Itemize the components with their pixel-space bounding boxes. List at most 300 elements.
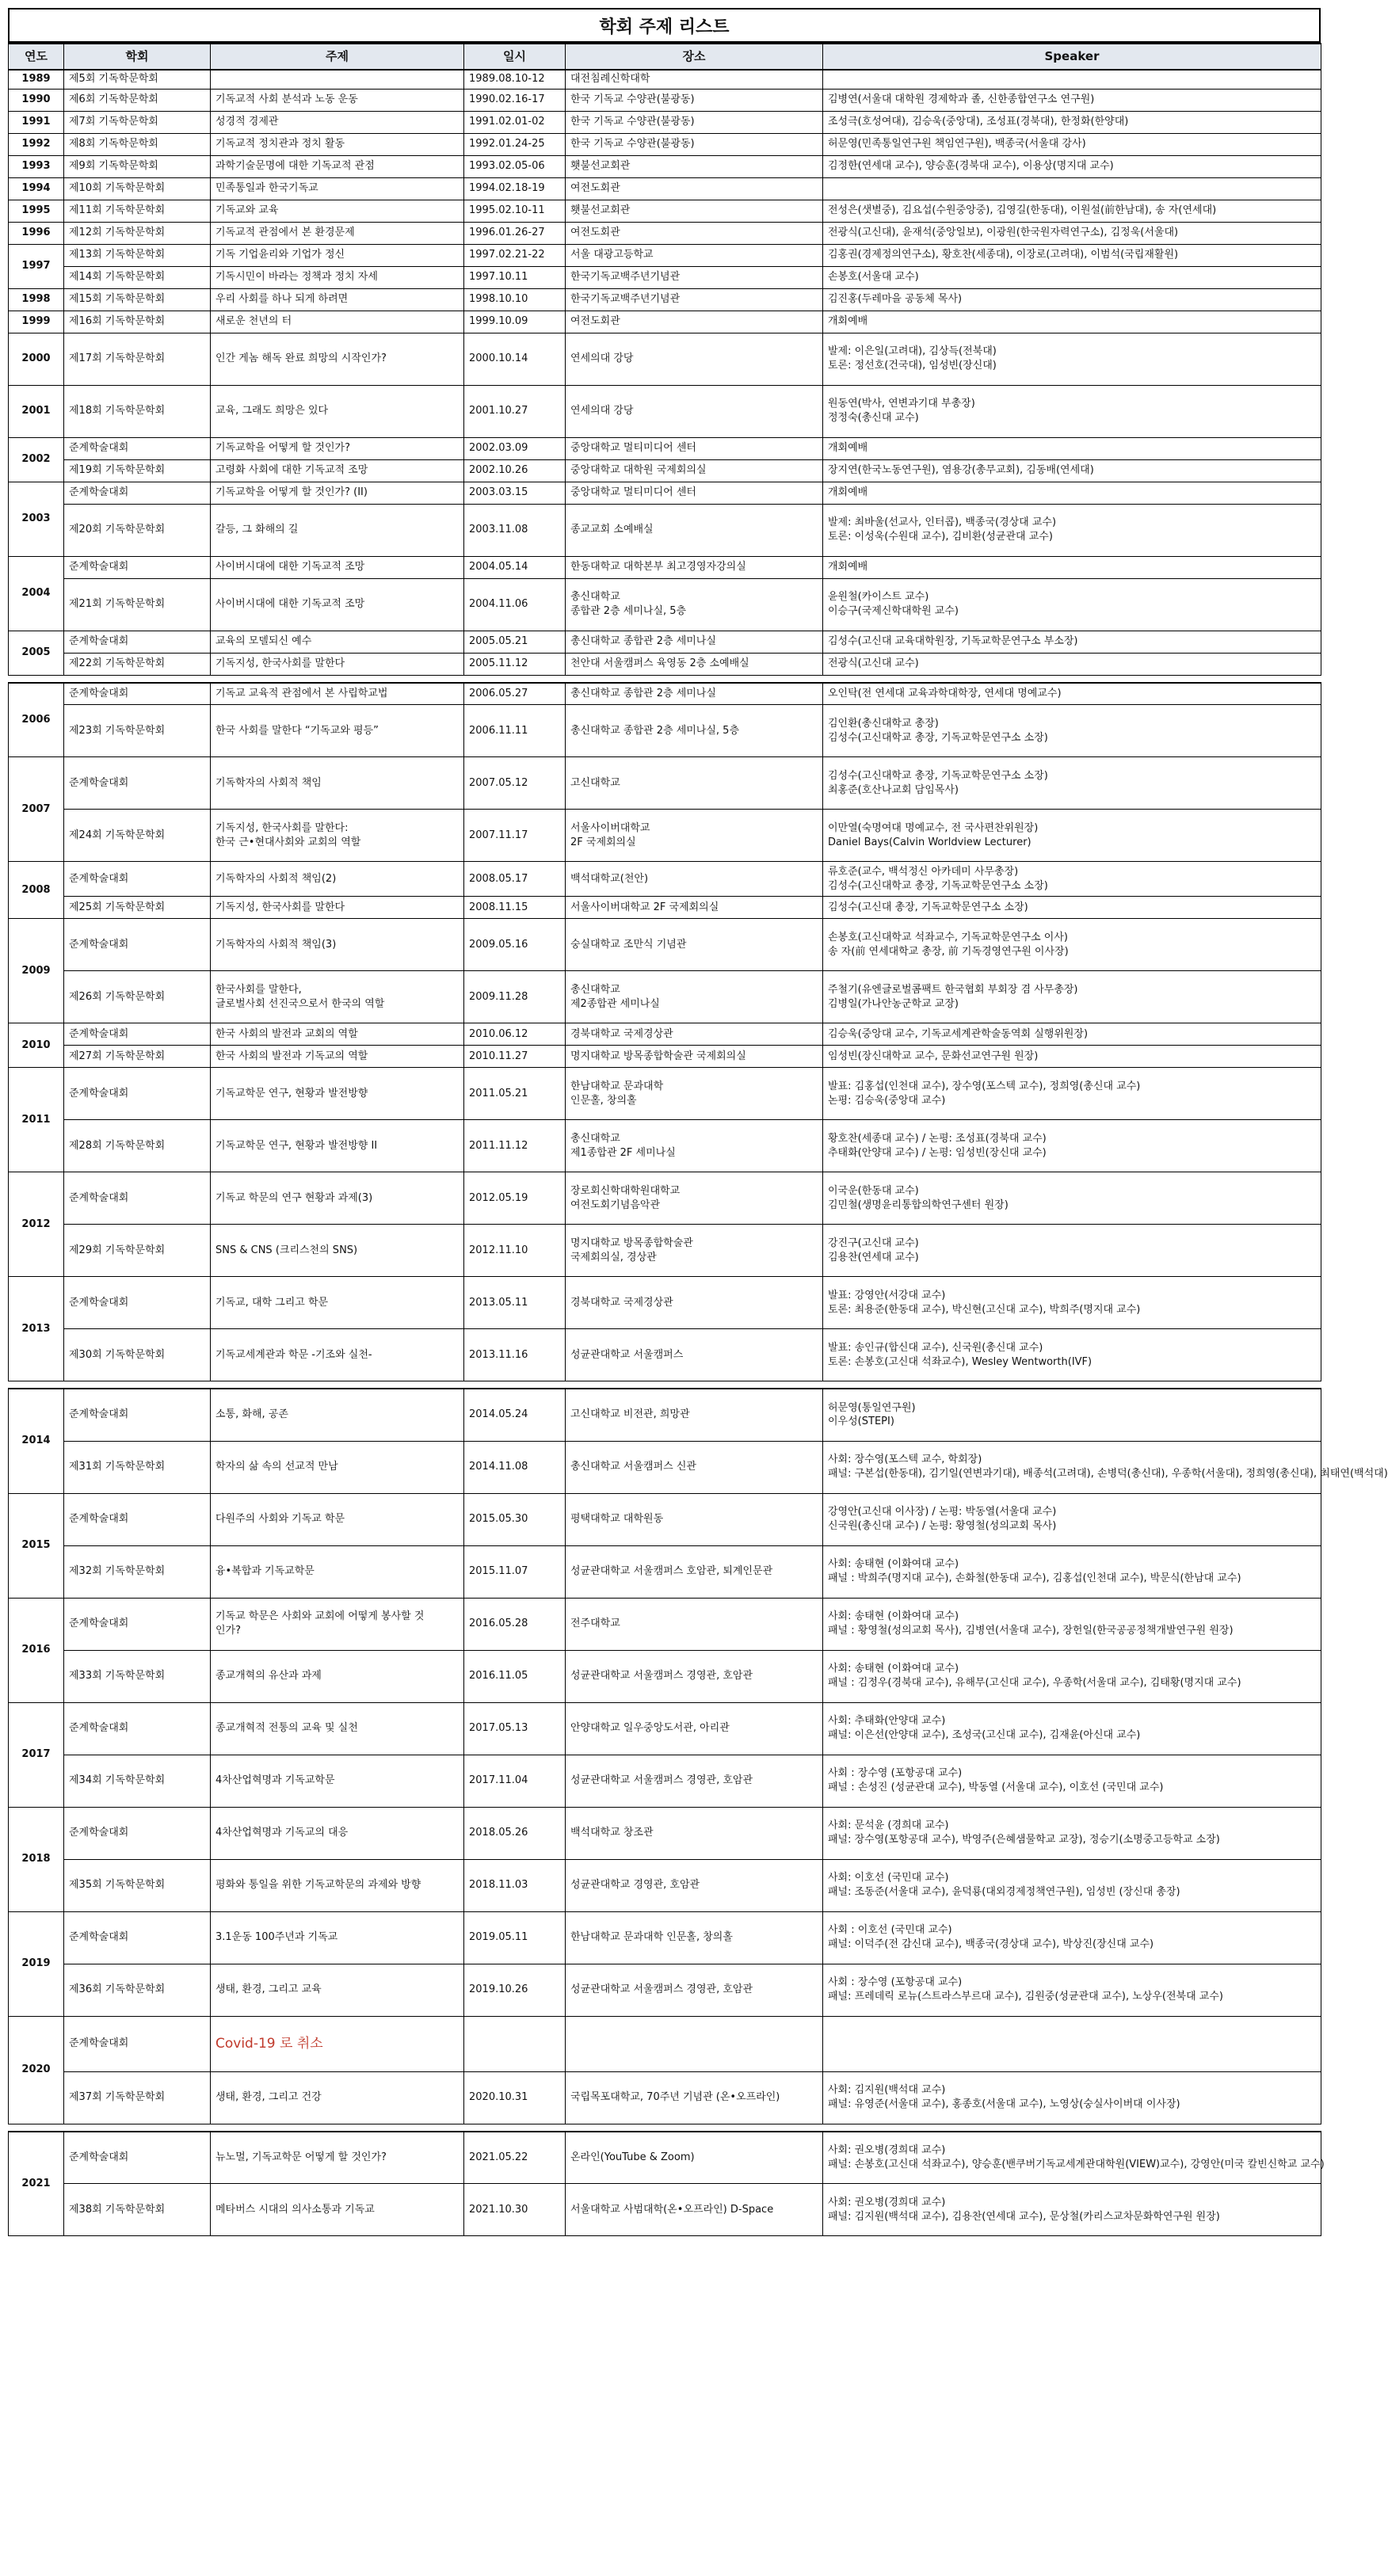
date-cell	[464, 2016, 566, 2071]
topic-cell	[211, 1493, 464, 1545]
topic-cell	[211, 311, 464, 333]
speaker-cell	[823, 1598, 1321, 1650]
year-cell: 2018	[9, 1807, 64, 1911]
conference-cell: 제12회 기독학문학회	[64, 222, 211, 244]
section-gap	[9, 1381, 1321, 1389]
place-cell	[566, 155, 823, 177]
place-cell-line: 중앙대학교 멀티미디어 센터	[570, 442, 696, 455]
topic-cell	[211, 1277, 464, 1329]
conference-cell: 준계학술대회	[64, 2132, 211, 2184]
date-cell: 1990.02.16-17	[464, 89, 566, 111]
speaker-cell-line: 사회 : 장수영 (포항공대 교수)	[828, 1767, 963, 1780]
topic-cell	[211, 2016, 464, 2071]
date-cell: 1997.02.21-22	[464, 244, 566, 266]
speaker-cell-line: 패널: 김지원(백석대 교수), 김용찬(연세대 교수), 문상철(카리스교차문화학연구원 원장)	[828, 2210, 1220, 2223]
speaker-cell-line: 황호찬(세종대 교수) / 논평: 조성표(경북대 교수)	[828, 1132, 1047, 1145]
speaker-cell	[823, 1493, 1321, 1545]
header-row	[9, 44, 1321, 70]
place-cell	[566, 757, 823, 810]
date-cell: 2004.11.06	[464, 578, 566, 631]
speaker-cell-line: 최홍준(호산나교회 담임목사)	[828, 783, 959, 796]
speaker-cell-line: 허문영(민족통일연구원 책임연구원), 백종국(서울대 강사)	[828, 138, 1086, 151]
speaker-cell-line: 이우성(STEPI)	[828, 1416, 894, 1428]
speaker-cell-line: 김민철(생명윤리통합의학연구센터 원장)	[828, 1198, 1009, 1211]
date-cell: 2002.10.26	[464, 459, 566, 482]
speaker-cell-line: 김성수(고신대 교육대학원장, 기독교학문연구소 부소장)	[828, 635, 1078, 648]
topic-cell-line: 한국 사회를 말한다 “기독교와 평등”	[215, 724, 379, 737]
date-cell: 2008.05.17	[464, 862, 566, 897]
speaker-cell	[823, 244, 1321, 266]
topic-cell-line: 과학기술문명에 대한 기독교적 관점	[215, 160, 375, 173]
place-cell	[566, 1329, 823, 1381]
conference-cell: 제14회 기독학문학회	[64, 266, 211, 288]
speaker-cell	[823, 1023, 1321, 1046]
place-cell-line: 서울사이버대학교 2F 국제회의실	[570, 901, 719, 913]
speaker-cell	[823, 1911, 1321, 1964]
table-row	[9, 1441, 1321, 1493]
place-cell-line: 천안대 서울캠퍼스 육영동 2층 소예배실	[570, 657, 749, 670]
table-row	[9, 504, 1321, 556]
year-cell: 2014	[9, 1389, 64, 1493]
conference-cell: 준계학술대회	[64, 1702, 211, 1755]
date-cell: 2018.11.03	[464, 1859, 566, 1911]
place-cell-line: 성균관대학교 서울캠퍼스 경영관, 호암관	[570, 1670, 753, 1682]
topic-cell-line: 메타버스 시대의 의사소통과 기독교	[215, 2203, 375, 2216]
table-row	[9, 200, 1321, 222]
topic-cell	[211, 1964, 464, 2016]
topic-cell	[211, 705, 464, 757]
conference-cell: 제11회 기독학문학회	[64, 200, 211, 222]
place-cell	[566, 459, 823, 482]
year-cell: 1996	[9, 222, 64, 244]
conference-cell: 준계학술대회	[64, 1493, 211, 1545]
year-cell: 1991	[9, 111, 64, 133]
header-year: 연도	[9, 44, 64, 70]
section-gap-cell	[9, 1381, 1321, 1389]
topic-cell-line: 학자의 삶 속의 선교적 만남	[215, 1461, 338, 1473]
topic-cell-line: 우리 사회를 하나 되게 하려면	[215, 293, 349, 306]
place-cell-line: 서울대학교 사범대학(온•오프라인) D-Space	[570, 2203, 774, 2216]
speaker-cell	[823, 705, 1321, 757]
table-row	[9, 1859, 1321, 1911]
place-cell	[566, 1702, 823, 1755]
speaker-cell-line: 사회: 문석윤 (경희대 교수)	[828, 1820, 949, 1832]
topic-cell-line: 기독교세계관과 학문 -기조와 실천-	[215, 1348, 372, 1361]
speaker-cell	[823, 653, 1321, 675]
place-cell-line: 장로회신학대학원대학교	[570, 1184, 681, 1197]
topic-cell-line: 교육, 그래도 희망은 있다	[215, 405, 329, 417]
year-cell: 2009	[9, 919, 64, 1023]
conference-cell: 제19회 기독학문학회	[64, 459, 211, 482]
table-row	[9, 862, 1321, 897]
topic-cell-line: 한국 근•현대사회와 교회의 역할	[215, 836, 361, 848]
place-cell-line: 온라인(YouTube & Zoom)	[570, 2151, 695, 2163]
topic-cell-line: 3.1운동 100주년과 기독교	[215, 1931, 338, 1944]
speaker-cell-line: 김병연(서울대 대학원 경제학과 졸, 신한종합연구소 연구원)	[828, 93, 1095, 106]
speaker-cell	[823, 971, 1321, 1023]
date-cell: 2013.05.11	[464, 1277, 566, 1329]
speaker-cell	[823, 1225, 1321, 1277]
topic-cell	[211, 1911, 464, 1964]
speaker-cell-line: 토론: 이성욱(수원대 교수), 김비환(성균관대 교수)	[828, 531, 1053, 543]
table-row	[9, 897, 1321, 919]
place-cell	[566, 1755, 823, 1807]
speaker-cell-line: 사회: 송태현 (이화여대 교수)	[828, 1610, 959, 1623]
speaker-cell	[823, 1545, 1321, 1598]
date-cell: 2005.05.21	[464, 631, 566, 653]
topic-cell-line: 사이버시대에 대한 기독교적 조망	[215, 598, 365, 611]
conference-cell: 제6회 기독학문학회	[64, 89, 211, 111]
table-row	[9, 919, 1321, 971]
speaker-cell-line: 패널: 프레데릭 로뉴(스트라스부르대 교수), 김원중(성균관대 교수), 노상우(전북대 교수)	[828, 1991, 1223, 2002]
conference-cell: 준계학술대회	[64, 556, 211, 578]
speaker-cell-line: 패널 : 황영철(성의교회 목사), 김병연(서울대 교수), 장헌일(한국공공정책개발연구원 원장)	[828, 1625, 1234, 1637]
speaker-cell-line: 패널: 구본섭(한동대), 김기일(연변과기대), 배종석(고려대), 손병덕(총신대), 우종학(서울대), 정희영(총신대), 최태연(백석대)	[828, 1468, 1388, 1480]
topic-cell-line: 갈등, 그 화해의 길	[215, 524, 299, 536]
topic-cell	[211, 1120, 464, 1172]
place-cell	[566, 2184, 823, 2236]
date-cell: 1996.01.26-27	[464, 222, 566, 244]
speaker-cell	[823, 862, 1321, 897]
conference-cell: 준계학술대회	[64, 1807, 211, 1859]
speaker-cell	[823, 578, 1321, 631]
speaker-cell	[823, 222, 1321, 244]
place-cell	[566, 1046, 823, 1068]
topic-cell-line: 글로벌사회 선진국으로서 한국의 역할	[215, 997, 385, 1010]
speaker-cell	[823, 1859, 1321, 1911]
topic-cell	[211, 810, 464, 862]
conference-cell: 준계학술대회	[64, 2016, 211, 2071]
topic-cell-line: 융•복합과 기독교학문	[215, 1565, 315, 1578]
table-row	[9, 1493, 1321, 1545]
date-cell: 2011.11.12	[464, 1120, 566, 1172]
table-row	[9, 2016, 1321, 2071]
date-cell: 2020.10.31	[464, 2071, 566, 2124]
date-cell: 2018.05.26	[464, 1807, 566, 1859]
table-row	[9, 2071, 1321, 2124]
speaker-cell	[823, 177, 1321, 200]
date-cell: 2003.03.15	[464, 482, 566, 504]
place-cell-line: 성균관대학교 서울캠퍼스 경영관, 호암관	[570, 1983, 753, 1996]
conference-cell: 제9회 기독학문학회	[64, 155, 211, 177]
place-cell-line: 한국 기독교 수양관(불광동)	[570, 138, 695, 151]
header-speaker: Speaker	[823, 44, 1321, 70]
place-cell-line: 명지대학교 방목종합학술관	[570, 1237, 693, 1249]
speaker-cell-line: 발표: 김홍섭(인천대 교수), 장수영(포스텍 교수), 정희영(총신대 교수)	[828, 1080, 1141, 1092]
topic-cell	[211, 288, 464, 311]
topic-cell-line: 기독교, 대학 그리고 학문	[215, 1296, 329, 1309]
place-cell-line: 총신대학교 종합관 2층 세미나실	[570, 635, 716, 648]
conference-cell: 제17회 기독학문학회	[64, 333, 211, 385]
topic-cell	[211, 482, 464, 504]
speaker-cell-line: 사회: 권오병(경희대 교수)	[828, 2144, 946, 2157]
place-cell	[566, 683, 823, 705]
speaker-cell	[823, 2132, 1325, 2184]
table-row	[9, 578, 1321, 631]
speaker-cell-line: 전광식(고신대 교수)	[828, 657, 919, 670]
year-cell: 2015	[9, 1493, 64, 1598]
table-row	[9, 437, 1321, 459]
topic-cell	[211, 1702, 464, 1755]
place-cell	[566, 897, 823, 919]
table-row	[9, 222, 1321, 244]
section-gap-cell	[9, 675, 1321, 683]
date-cell: 2021.10.30	[464, 2184, 566, 2236]
speaker-cell	[823, 897, 1321, 919]
year-cell: 1990	[9, 89, 64, 111]
header-conference: 학회	[64, 44, 211, 70]
conference-cell: 제16회 기독학문학회	[64, 311, 211, 333]
table-row	[9, 1046, 1321, 1068]
speaker-cell-line: 김성수(고신대학교 총장, 기독교학문연구소 소장)	[828, 769, 1048, 782]
topic-cell-line: 기독교적 사회 분석과 노동 운동	[215, 93, 358, 106]
conference-cell: 제35회 기독학문학회	[64, 1859, 211, 1911]
topic-cell	[211, 459, 464, 482]
year-cell: 2011	[9, 1068, 64, 1172]
table-row	[9, 244, 1321, 266]
speaker-cell-line: 신국원(총신대 교수) / 논평: 황영철(성의교회 목사)	[828, 1520, 1057, 1532]
speaker-cell-line: 김성수(고신대학교 총장, 기독교학문연구소 소장)	[828, 731, 1048, 744]
speaker-cell	[823, 1964, 1321, 2016]
conference-cell: 제36회 기독학문학회	[64, 1964, 211, 2016]
table-row	[9, 2132, 1321, 2184]
date-cell: 2015.05.30	[464, 1493, 566, 1545]
topic-cell-line: 기독교 교육적 관점에서 본 사립학교법	[215, 687, 388, 699]
date-cell: 2008.11.15	[464, 897, 566, 919]
topic-cell-line: Covid-19 로 취소	[215, 2035, 323, 2052]
place-cell-line: 성균관대학교 서울캠퍼스	[570, 1348, 684, 1361]
place-cell	[566, 2071, 823, 2124]
conference-cell: 제37회 기독학문학회	[64, 2071, 211, 2124]
place-cell	[566, 1807, 823, 1859]
place-cell-line: 고신대학교 비전관, 희망관	[570, 1408, 690, 1421]
speaker-cell-line: 조성극(호성여대), 김승욱(중앙대), 조성표(경북대), 한정화(한양대)	[828, 116, 1129, 128]
speaker-cell-line: 사회: 이호선 (국민대 교수)	[828, 1872, 949, 1884]
speaker-cell-line: 패널: 이덕주(전 감신대 교수), 백종국(경상대 교수), 박상진(장신대 교수)	[828, 1938, 1154, 1950]
speaker-cell	[823, 437, 1321, 459]
speaker-cell	[823, 311, 1321, 333]
date-cell: 2015.11.07	[464, 1545, 566, 1598]
speaker-cell	[823, 1068, 1321, 1120]
topic-cell-line: 기독지성, 한국사회를 말한다	[215, 901, 345, 913]
topic-cell	[211, 1650, 464, 1702]
place-cell	[566, 1277, 823, 1329]
place-cell-line: 평택대학교 대학원동	[570, 1513, 664, 1526]
topic-cell	[211, 111, 464, 133]
table-row	[9, 385, 1321, 437]
place-cell-line: 전주대학교	[570, 1618, 620, 1630]
place-cell-line: 종합관 2층 세미나실, 5층	[570, 605, 687, 617]
conference-cell: 준계학술대회	[64, 1911, 211, 1964]
speaker-cell-line: 김성수(고신대 총장, 기독교학문연구소 소장)	[828, 901, 1028, 913]
topic-cell	[211, 222, 464, 244]
table-row	[9, 1755, 1321, 1807]
topic-cell	[211, 1389, 464, 1441]
topic-cell-line: 종교개혁의 유산과 과제	[215, 1670, 322, 1682]
table-row	[9, 89, 1321, 111]
topic-cell	[211, 2071, 464, 2124]
table-row	[9, 1023, 1321, 1046]
speaker-cell-line: 발표: 강영안(서강대 교수)	[828, 1289, 946, 1301]
conference-cell: 제8회 기독학문학회	[64, 133, 211, 155]
table-row	[9, 111, 1321, 133]
year-cell: 2016	[9, 1598, 64, 1702]
speaker-cell-line: 강진구(고신대 교수)	[828, 1237, 919, 1249]
speaker-cell-line: 토론: 정선호(건국대), 임성빈(장신대)	[828, 360, 997, 372]
place-cell-line: 백석대학교(천안)	[570, 872, 649, 885]
topic-cell-line: 기독시민이 바라는 정책과 정치 자세	[215, 271, 378, 284]
date-cell: 2019.10.26	[464, 1964, 566, 2016]
topic-cell	[211, 631, 464, 653]
table-row	[9, 1598, 1321, 1650]
year-cell: 1992	[9, 133, 64, 155]
table-row	[9, 288, 1321, 311]
topic-cell-line: 생태, 환경, 그리고 교육	[215, 1983, 322, 1996]
place-cell-line: 백석대학교 창조관	[570, 1827, 654, 1839]
place-cell	[566, 862, 823, 897]
place-cell-line: 경북대학교 국제경상관	[570, 1296, 673, 1309]
topic-cell-line: 기독교학문 연구, 현황과 발전방향 II	[215, 1139, 378, 1152]
date-cell: 2019.05.11	[464, 1911, 566, 1964]
speaker-cell	[823, 385, 1321, 437]
speaker-cell-line: 김정한(연세대 교수), 양승훈(경북대 교수), 이용상(명지대 교수)	[828, 160, 1114, 173]
speaker-cell	[823, 1172, 1321, 1225]
place-cell	[566, 1545, 823, 1598]
topic-cell-line: 기독교 학문의 연구 현황과 과제(3)	[215, 1191, 373, 1204]
speaker-cell-line: 송 자(前 연세대학교 총장, 前 기독경영연구원 이사장)	[828, 945, 1069, 958]
conference-cell: 준계학술대회	[64, 757, 211, 810]
topic-cell-line: 평화와 통일을 위한 기독교학문의 과제와 방향	[215, 1879, 421, 1892]
topic-cell	[211, 437, 464, 459]
place-cell-line: 숭실대학교 조만식 기념관	[570, 938, 687, 951]
place-cell-line: 여전도회기념음악관	[570, 1198, 661, 1211]
speaker-cell-line: 사회: 김지원(백석대 교수)	[828, 2084, 946, 2097]
topic-cell	[211, 70, 464, 89]
place-cell-line: 한국 기독교 수양관(불광동)	[570, 116, 695, 128]
topic-cell-line: 기독 기업윤리와 기업가 정신	[215, 249, 345, 261]
topic-cell-line: 기독교적 관점에서 본 환경문제	[215, 227, 355, 239]
table-row	[9, 1329, 1321, 1381]
conference-cell: 제13회 기독학문학회	[64, 244, 211, 266]
place-cell-line: 여전도회관	[570, 182, 620, 195]
date-cell: 2016.05.28	[464, 1598, 566, 1650]
conference-cell: 제24회 기독학문학회	[64, 810, 211, 862]
topic-cell	[211, 200, 464, 222]
conference-cell: 제31회 기독학문학회	[64, 1441, 211, 1493]
date-cell: 2012.05.19	[464, 1172, 566, 1225]
conference-cell: 제7회 기독학문학회	[64, 111, 211, 133]
date-cell: 2010.11.27	[464, 1046, 566, 1068]
speaker-cell-line: 토론: 최용준(한동대 교수), 박신현(고신대 교수), 박희주(명지대 교수)	[828, 1303, 1141, 1316]
speaker-cell	[823, 1702, 1321, 1755]
speaker-cell-line: 사회: 장수영(포스텍 교수, 학회장)	[828, 1454, 982, 1466]
conference-cell: 제25회 기독학문학회	[64, 897, 211, 919]
speaker-cell-line: 개회예배	[828, 486, 868, 499]
conference-cell: 제22회 기독학문학회	[64, 653, 211, 675]
place-cell	[566, 1859, 823, 1911]
conference-cell: 제27회 기독학문학회	[64, 1046, 211, 1068]
table-row	[9, 1807, 1321, 1859]
speaker-cell-line: 이승구(국제신학대학원 교수)	[828, 605, 959, 617]
topic-cell-line: 기독지성, 한국사회를 말한다:	[215, 821, 349, 834]
speaker-cell	[823, 2071, 1321, 2124]
header-date: 일시	[464, 44, 566, 70]
table-row	[9, 683, 1321, 705]
place-cell-line: 한남대학교 문과대학	[570, 1080, 664, 1092]
speaker-cell-line: 이만열(숙명여대 명예교수, 전 국사편찬위원장)	[828, 821, 1039, 834]
date-cell: 1991.02.01-02	[464, 111, 566, 133]
speaker-cell-line: 허문영(통일연구원)	[828, 1401, 916, 1414]
topic-cell	[211, 1807, 464, 1859]
table-row	[9, 1545, 1321, 1598]
date-cell: 2006.05.27	[464, 683, 566, 705]
conference-cell: 제33회 기독학문학회	[64, 1650, 211, 1702]
place-cell	[566, 653, 823, 675]
date-cell: 2007.05.12	[464, 757, 566, 810]
topic-cell-line: 소통, 화해, 공존	[215, 1408, 288, 1421]
place-cell-line: 명지대학교 방목종합학술관 국제회의실	[570, 1050, 746, 1062]
table-row	[9, 556, 1321, 578]
place-cell	[566, 1493, 823, 1545]
conference-cell: 준계학술대회	[64, 862, 211, 897]
place-cell-line: 총신대학교	[570, 983, 620, 996]
table-row	[9, 1964, 1321, 2016]
place-cell	[566, 971, 823, 1023]
table-row	[9, 1650, 1321, 1702]
year-cell: 2001	[9, 385, 64, 437]
speaker-cell-line: 김인환(총신대학교 총장)	[828, 717, 939, 730]
speaker-cell	[823, 288, 1321, 311]
speaker-cell	[823, 2016, 1321, 2071]
section-gap	[9, 675, 1321, 683]
topic-cell	[211, 2132, 464, 2184]
speaker-cell-line: 김병일(가나안농군학교 교장)	[828, 997, 959, 1010]
place-cell-line: 중앙대학교 대학원 국제회의실	[570, 464, 707, 477]
speaker-cell	[823, 1650, 1321, 1702]
year-cell: 2008	[9, 862, 64, 919]
speaker-cell-line: 전광식(고신대), 윤재석(중앙일보), 이광원(한국원자력연구소), 김정욱(서울대)	[828, 227, 1179, 239]
speaker-cell	[823, 1755, 1321, 1807]
topic-cell	[211, 653, 464, 675]
date-cell: 1999.10.09	[464, 311, 566, 333]
topic-cell-line: 기독교학을 어떻게 할 것인가?	[215, 442, 350, 455]
speaker-cell-line: 패널 : 박희주(명지대 교수), 손화철(한동대 교수), 김홍섭(인천대 교수), 박문식(한남대 교수)	[828, 1572, 1241, 1584]
place-cell	[566, 919, 823, 971]
date-cell: 2010.06.12	[464, 1023, 566, 1046]
place-cell-line: 한남대학교 문과대학 인문홀, 창의홀	[570, 1931, 733, 1944]
speaker-cell	[823, 683, 1321, 705]
speaker-cell-line: Daniel Bays(Calvin Worldview Lecturer)	[828, 836, 1031, 848]
topic-cell	[211, 757, 464, 810]
speaker-cell-line: 개회예배	[828, 315, 868, 328]
place-cell	[566, 482, 823, 504]
topic-cell-line: 새로운 천년의 터	[215, 315, 292, 328]
date-cell: 2014.11.08	[464, 1441, 566, 1493]
topic-cell-line: 한국 사회의 발전과 기독교의 역할	[215, 1050, 368, 1062]
speaker-cell-line: 강영안(고신대 이사장) / 논평: 박동열(서울대 교수)	[828, 1506, 1057, 1519]
speaker-cell-line: 패널: 손봉호(고신대 석좌교수), 양승훈(밴쿠버기독교세계관대학원(VIEW)교수), 강영안(미국 칼빈신학교 교수)	[828, 2158, 1325, 2170]
speaker-cell	[823, 556, 1321, 578]
topic-cell	[211, 1545, 464, 1598]
conference-cell: 준계학술대회	[64, 1068, 211, 1120]
conference-cell: 준계학술대회	[64, 631, 211, 653]
speaker-cell	[823, 200, 1321, 222]
topic-cell	[211, 244, 464, 266]
speaker-cell	[823, 1046, 1321, 1068]
speaker-cell	[823, 1389, 1321, 1441]
topic-cell	[211, 1598, 464, 1650]
speaker-cell	[823, 919, 1321, 971]
